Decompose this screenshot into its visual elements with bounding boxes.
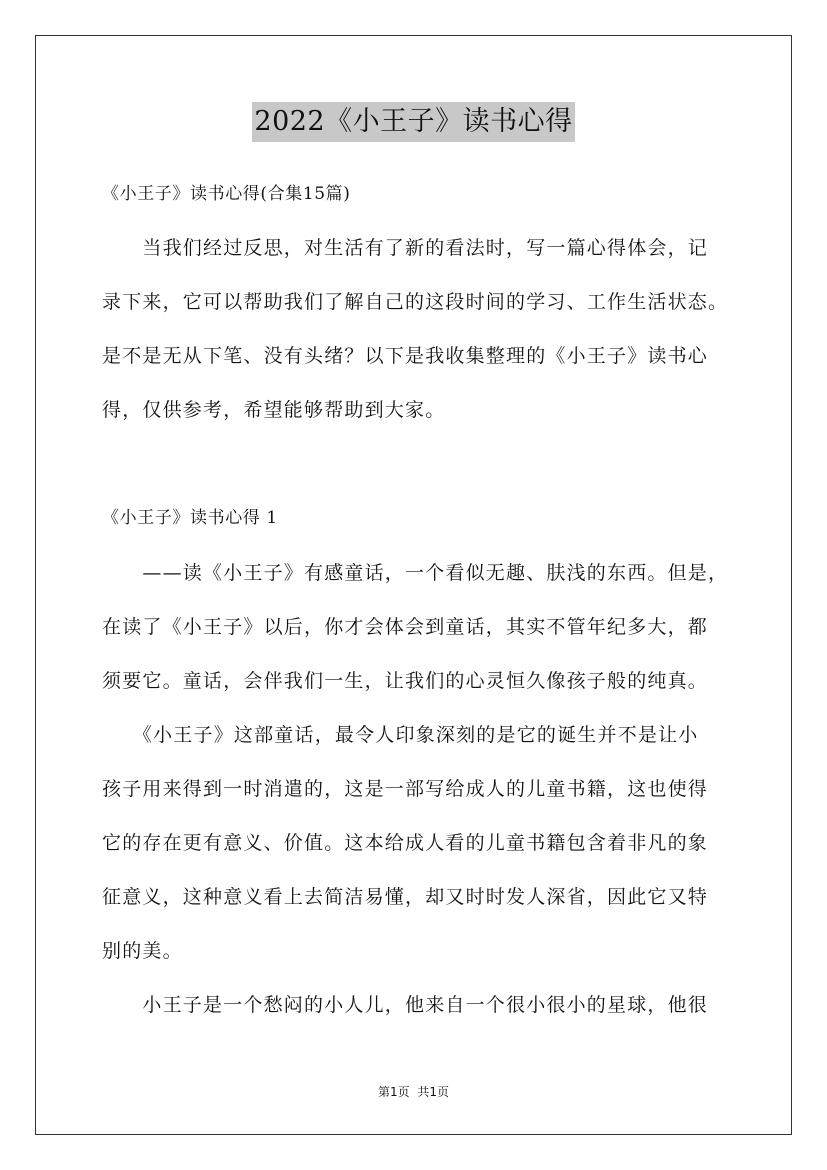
title-container [0, 102, 827, 142]
body-line: 须要它。童话，会伴我们一生，让我们的心灵恒久像孩子般的纯真。 [102, 670, 709, 692]
body-line: 孩子用来得到一时消遣的，这是一部写给成人的儿童书籍，这也使得 [102, 778, 709, 800]
page-number-current: 第1页 [377, 1085, 410, 1099]
body-line: 征意义，这种意义看上去简洁易懂，却又时时发人深省，因此它又特 [102, 886, 709, 908]
document-title: 2022《小王子》读书心得 [252, 102, 574, 142]
body-line: ——读《小王子》有感童话，一个看似无趣、肤浅的东西。但是， [102, 562, 729, 584]
page-number-total: 共1页 [417, 1085, 450, 1099]
intro-line: 录下来，它可以帮助我们了解自己的这段时间的学习、工作生活状态。 [102, 291, 729, 313]
body-line: 别的美。 [102, 940, 183, 962]
body-line: 在读了《小王子》以后，你才会体会到童话，其实不管年纪多大，都 [102, 616, 709, 638]
intro-line: 是不是无从下笔、没有头绪？以下是我收集整理的《小王子》读书心 [102, 345, 709, 367]
document-subtitle: 《小王子》读书心得(合集15篇) [102, 184, 351, 204]
body-line: 小王子是一个愁闷的小人儿，他来自一个很小很小的星球，他很 [102, 994, 709, 1016]
section-heading: 《小王子》读书心得 1 [102, 508, 278, 528]
intro-line: 当我们经过反思，对生活有了新的看法时，写一篇心得体会，记 [102, 237, 709, 259]
body-line: 它的存在更有意义、价值。这本给成人看的儿童书籍包含着非凡的象 [102, 832, 709, 854]
intro-line: 得，仅供参考，希望能够帮助到大家。 [102, 399, 446, 421]
page-footer [0, 1083, 827, 1100]
body-line: 《小王子》这部童话，最令人印象深刻的是它的诞生并不是让小 [102, 724, 699, 746]
